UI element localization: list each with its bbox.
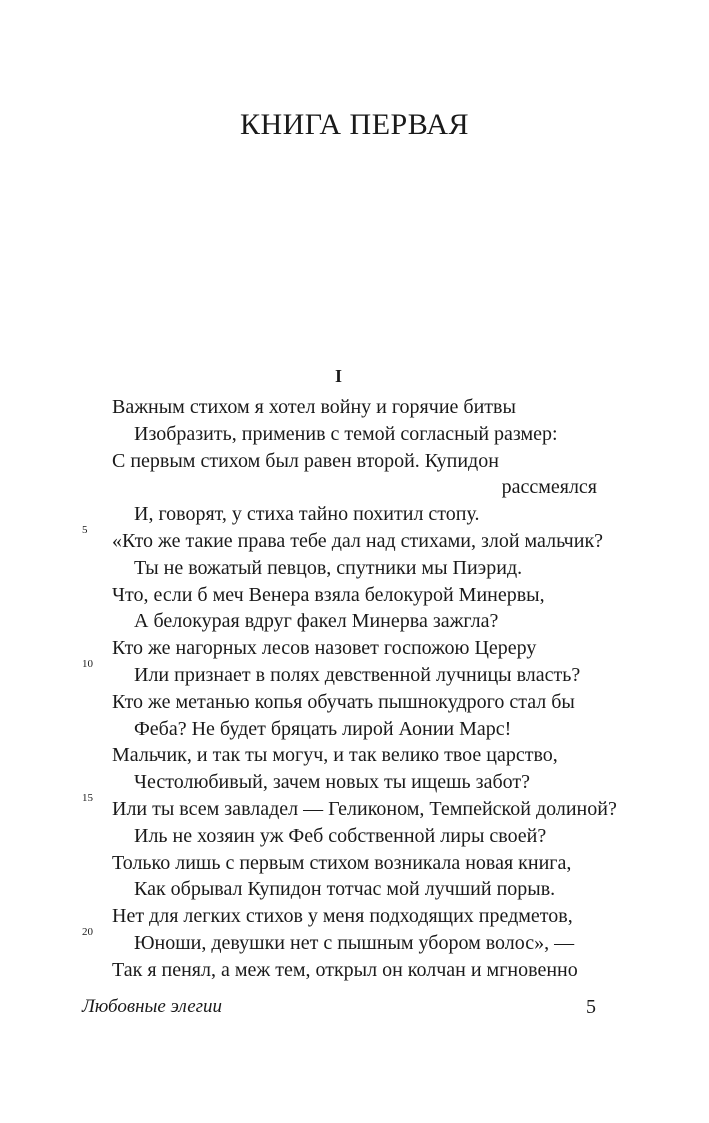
line-number: 15 [82,791,93,804]
page-number: 5 [586,996,596,1018]
verse-line [0,608,709,635]
verse-line [0,716,709,743]
line-number: 5 [82,523,88,536]
verse-text: Так я пенял, а меж тем, открыл он колчан и мгновенно [112,958,578,981]
verse-text: Как обрывал Купидон тотчас мой лучший порыв. [134,878,556,901]
verse-line [0,876,709,903]
verse-text: Иль не хозяин уж Феб собственной лиры своей? [134,824,547,847]
verse-line [0,523,709,555]
book-title: КНИГА ПЕРВАЯ [239,108,470,141]
verse-line [0,823,709,850]
verse-line [0,903,709,930]
verse-text: С первым стихом был равен второй. Купидон [112,449,499,472]
verse-text: Кто же метанью копья обучать пышнокудрого стал бы [112,690,575,713]
verse-text: Феба? Не будет бряцать лирой Аонии Марс! [134,717,512,740]
verse-text: Юноши, девушки нет с пышным убором волос», — [134,931,575,954]
verse-text: Или ты всем завладел — Геликоном, Темпейской долиной? [112,797,617,820]
verse-text: Важным стихом я хотел войну и горячие битвы [112,396,516,418]
verse-text: Ты не вожатый певцов, спутники мы Пиэрид. [134,556,523,579]
verse-line [0,394,709,421]
verse-text: Или признает в полях девственной лучницы власть? [134,663,581,686]
verse-line [0,769,709,796]
line-number: 20 [82,925,93,938]
verse-line [0,791,709,823]
verse-line [0,657,709,689]
verse-line [0,689,709,716]
verse-text: Мальчик, и так ты могуч, и так велико твое царство, [112,744,558,767]
running-title: Любовные элегии [82,996,223,1017]
verse-line [0,448,709,475]
verse-line [0,555,709,582]
poem-number: I [334,366,342,386]
verse-text: «Кто же такие права тебе дал над стихами, злой мальчик? [112,529,604,552]
line-number: 10 [82,657,93,670]
verse-line [0,582,709,609]
verse-text: А белокурая вдруг факел Минерва зажгла? [134,610,499,633]
verse-line [0,421,709,448]
verse-text: рассмеялся [501,476,597,499]
poem-body [0,394,709,984]
verse-line [0,742,709,769]
verse-text: Что, если б меч Венера взяла белокурой Минервы, [112,583,545,606]
verse-line [0,850,709,877]
verse-line [0,635,709,662]
verse-text: Кто же нагорных лесов назовет госпожою Цереру [112,637,537,660]
verse-text: Честолюбивый, зачем новых ты ищешь забот? [134,771,530,794]
verse-line [0,957,709,984]
verse-line [0,501,709,528]
verse-text: И, говорят, у стиха тайно похитил стопу. [134,503,480,526]
verse-text: Только лишь с первым стихом возникала новая книга, [112,851,572,874]
verse-line-continuation [0,474,709,501]
verse-line [0,925,709,957]
verse-text: Изобразить, применив с темой согласный размер: [134,422,558,445]
verse-text: Нет для легких стихов у меня подходящих предметов, [112,905,573,928]
